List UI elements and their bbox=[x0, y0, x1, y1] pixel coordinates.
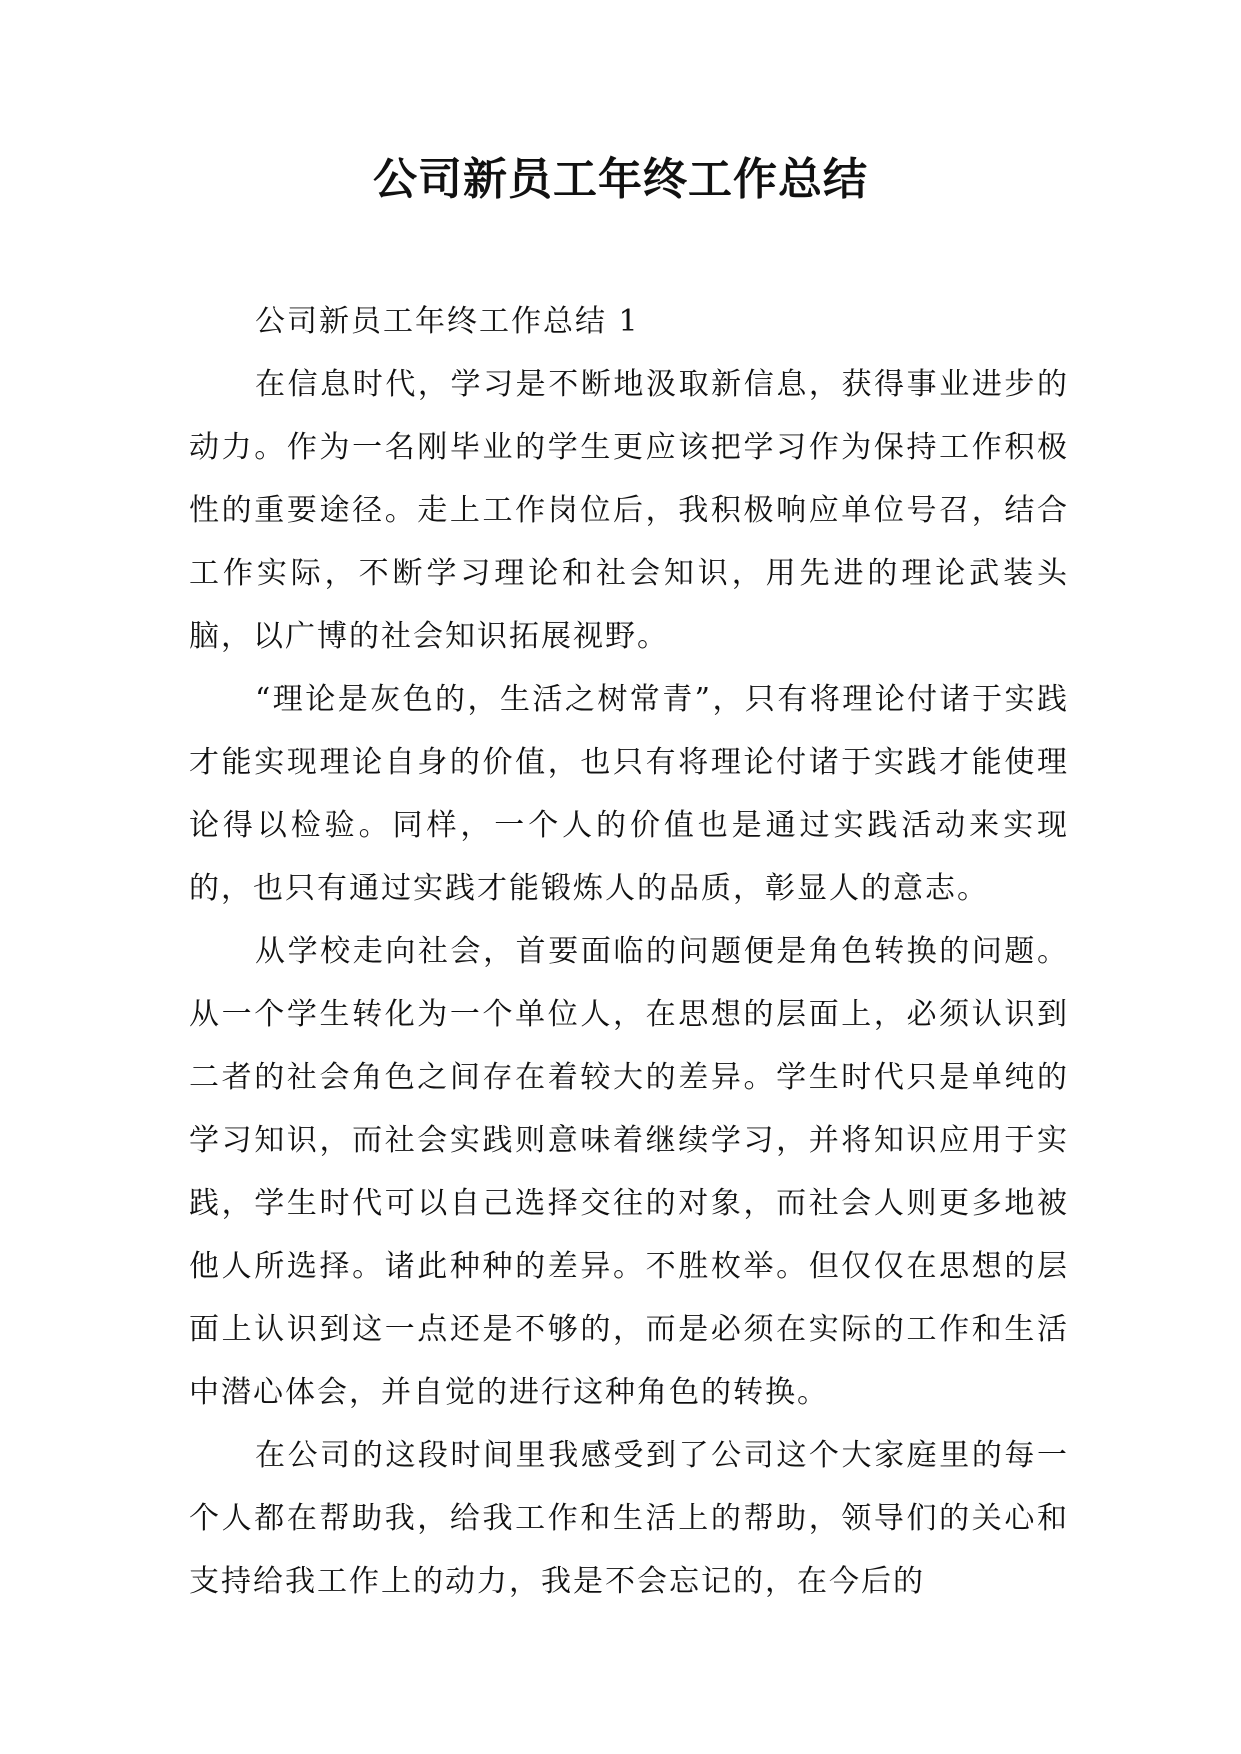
paragraph: 在信息时代，学习是不断地汲取新信息，获得事业进步的动力。作为一名刚毕业的学生更应该把学习作为保持工作积极性的重要途径。走上工作岗位后，我积极响应单位号召，结合工作实际，不断学习理论和社会知识，用先进的理论武装头脑，以广博的社会知识拓展视野。 bbox=[189, 367, 1069, 654]
paragraph: 从学校走向社会，首要面临的问题便是角色转换的问题。从一个学生转化为一个单位人，在思想的层面上，必须认识到二者的社会角色之间存在着较大的差异。学生时代只是单纯的学习知识，而社会实践则意味着继续学习，并将知识应用于实践，学生时代可以自己选择交往的对象，而社会人则更多地被他人所选择。诸此种种的差异。不胜枚举。但仅仅在思想的层面上认识到这一点还是不够的，而是必须在实际的工作和生活中潜心体会，并自觉的进行这种角色的转换。 bbox=[189, 934, 1069, 1410]
document-body bbox=[189, 290, 1069, 1613]
paragraph: “理论是灰色的，生活之树常青”，只有将理论付诸于实践才能实现理论自身的价值，也只有将理论付诸于实践才能使理论得以检验。同样，一个人的价值也是通过实践活动来实现的，也只有通过实践才能锻炼人的品质，彰显人的意志。 bbox=[189, 682, 1069, 906]
paragraph: 在公司的这段时间里我感受到了公司这个大家庭里的每一个人都在帮助我，给我工作和生活上的帮助，领导们的关心和支持给我工作上的动力，我是不会忘记的，在今后的 bbox=[189, 1438, 1069, 1599]
document-title: 公司新员工年终工作总结 bbox=[373, 154, 868, 205]
section-heading: 公司新员工年终工作总结 1 bbox=[255, 304, 640, 339]
